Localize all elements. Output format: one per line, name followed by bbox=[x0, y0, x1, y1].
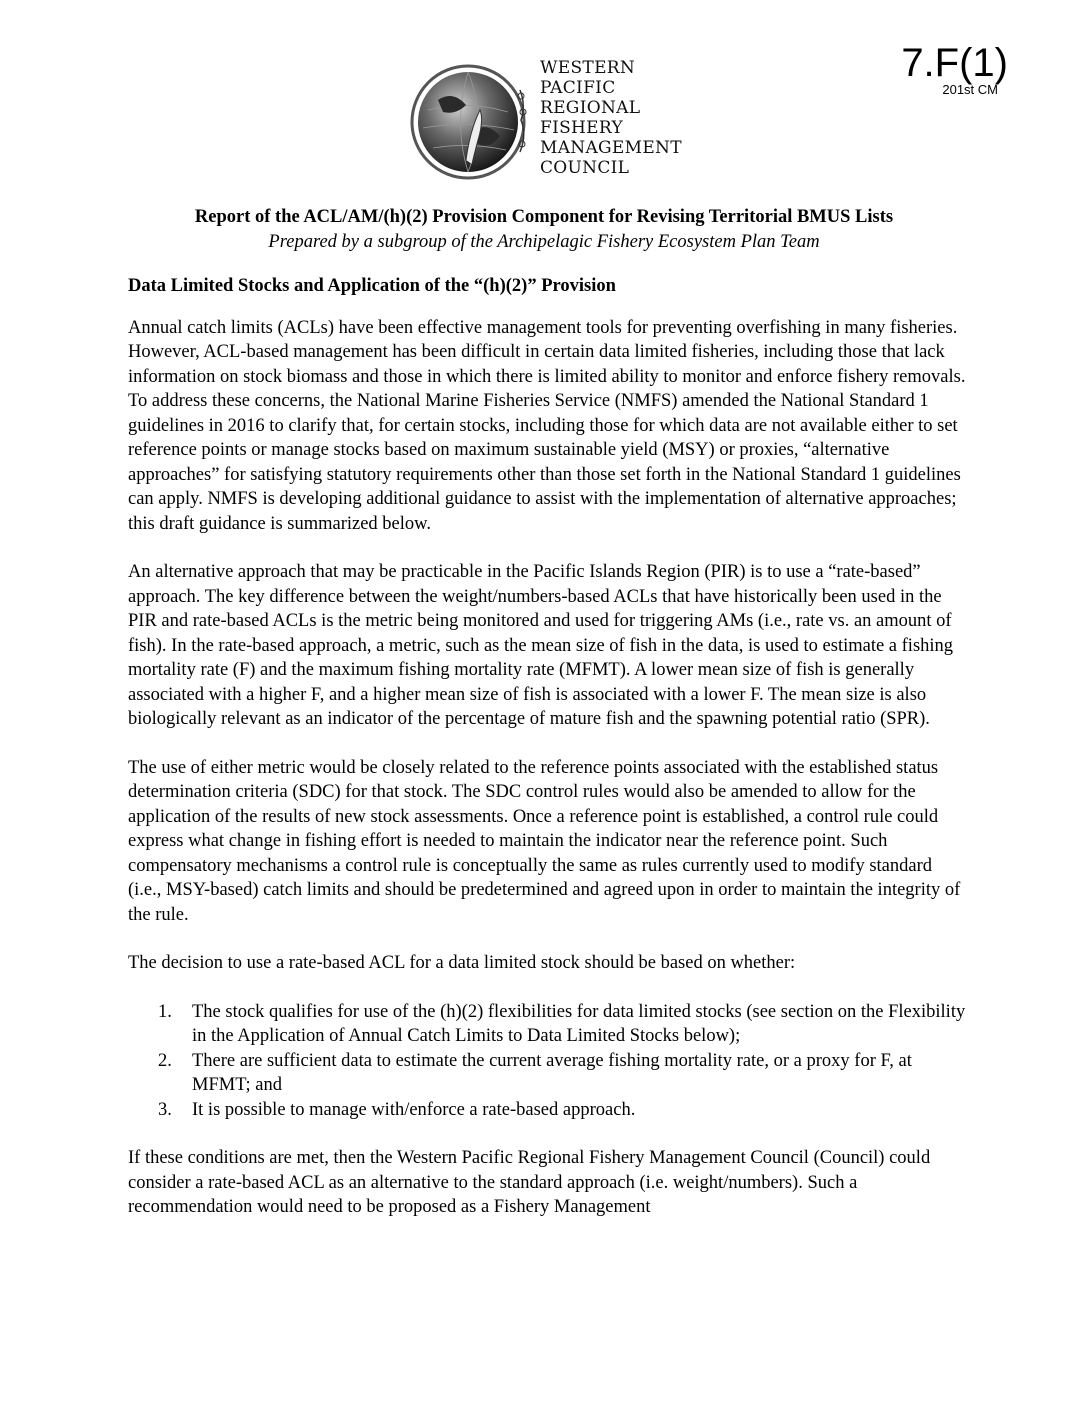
list-number: 2. bbox=[158, 1050, 172, 1071]
list-item bbox=[128, 1098, 968, 1123]
paragraph: If these conditions are met, then the Western Pacific Regional Fishery Management Council (Council) could consider a rate-based ACL as an alternative to the standard approach (i.e. weight/numbers). Such a recommendation would need to be proposed as a Fishery Management bbox=[128, 1148, 931, 1217]
list-number: 1. bbox=[158, 1001, 172, 1022]
list-item bbox=[128, 1000, 968, 1049]
agenda-label bbox=[901, 42, 1008, 96]
paragraph: Annual catch limits (ACLs) have been effective management tools for preventing overfishing in many fisheries. However, ACL-based management has been difficult in certain data limited fisheries, including those that lack information on stock biomass and those in which there is limited ability to monitor and enforce fishery removals. To address these concerns, the National Marine Fisheries Service (NMFS) amended the National Standard 1 guidelines in 2016 to clarify that, for certain stocks, including those for which data are not available either to set reference points or manage stocks based on maximum sustainable yield (MSY) or proxies, “alternative approaches” for satisfying statutory requirements other than those set forth in the National Standard 1 guidelines can apply. NMFS is developing additional guidance to assist with the implementation of alternative approaches; this draft guidance is summarized below. bbox=[128, 317, 966, 534]
section-heading: Data Limited Stocks and Application of the “(h)(2)” Provision bbox=[128, 276, 616, 296]
agenda-item-number: 7.F(1) bbox=[901, 41, 1008, 85]
paragraph: An alternative approach that may be practicable in the Pacific Islands Region (PIR) is to use a “rate-based” approach. The key difference between the weight/numbers-based ACLs that have historically been used in the PIR and rate-based ACLs is the metric being monitored and used for triggering AMs (i.e., rate vs. an amount of fish). In the rate-based approach, a metric, such as the mean size of fish in the data, is used to estimate a fishing mortality rate (F) and the maximum fishing mortality rate (MFMT). A lower mean size of fish is generally associated with a higher F, and a higher mean size of fish is associated with a lower F. The mean size is also biologically relevant as an indicator of the percentage of mature fish and the spawning potential ratio (SPR). bbox=[128, 562, 954, 729]
list-text: It is possible to manage with/enforce a rate-based approach. bbox=[192, 1099, 636, 1120]
council-name: WESTERN PACIFIC REGIONAL FISHERY MANAGEMENT COUNCIL bbox=[540, 58, 682, 178]
report-body bbox=[128, 274, 968, 1244]
list-number: 3. bbox=[158, 1099, 172, 1120]
report-title: Report of the ACL/AM/(h)(2) Provision Component for Revising Territorial BMUS Lists bbox=[194, 207, 894, 227]
paragraph: The use of either metric would be closely related to the reference points associated with the established status determination criteria (SDC) for that stock. The SDC control rules would also be amended to allow for the application of the results of new stock assessments. Once a reference point is established, a control rule could express what change in fishing effort is needed to maintain the indicator near the reference point. Such compensatory mechanisms a control rule is conceptually the same as rules currently used to modify standard (i.e., MSY-based) catch limits and should be predetermined and agreed upon in order to maintain the integrity of the rule. bbox=[128, 757, 961, 925]
meeting-label: 201st CM bbox=[942, 82, 998, 97]
criteria-list bbox=[128, 1000, 968, 1123]
list-item bbox=[128, 1049, 968, 1098]
council-logo bbox=[408, 52, 698, 182]
title-block bbox=[0, 204, 1088, 254]
list-text: The stock qualifies for use of the (h)(2) flexibilities for data limited stocks (see section on the Flexibility in the Application of Annual Catch Limits to Data Limited Stocks below); bbox=[192, 1001, 966, 1046]
globe-seal-icon bbox=[408, 60, 533, 185]
paragraph: The decision to use a rate-based ACL for a data limited stock should be based on whether: bbox=[128, 953, 796, 973]
list-text: There are sufficient data to estimate the current average fishing mortality rate, or a proxy for F, at MFMT; and bbox=[192, 1050, 912, 1095]
report-subtitle: Prepared by a subgroup of the Archipelagic Fishery Ecosystem Plan Team bbox=[268, 232, 820, 252]
